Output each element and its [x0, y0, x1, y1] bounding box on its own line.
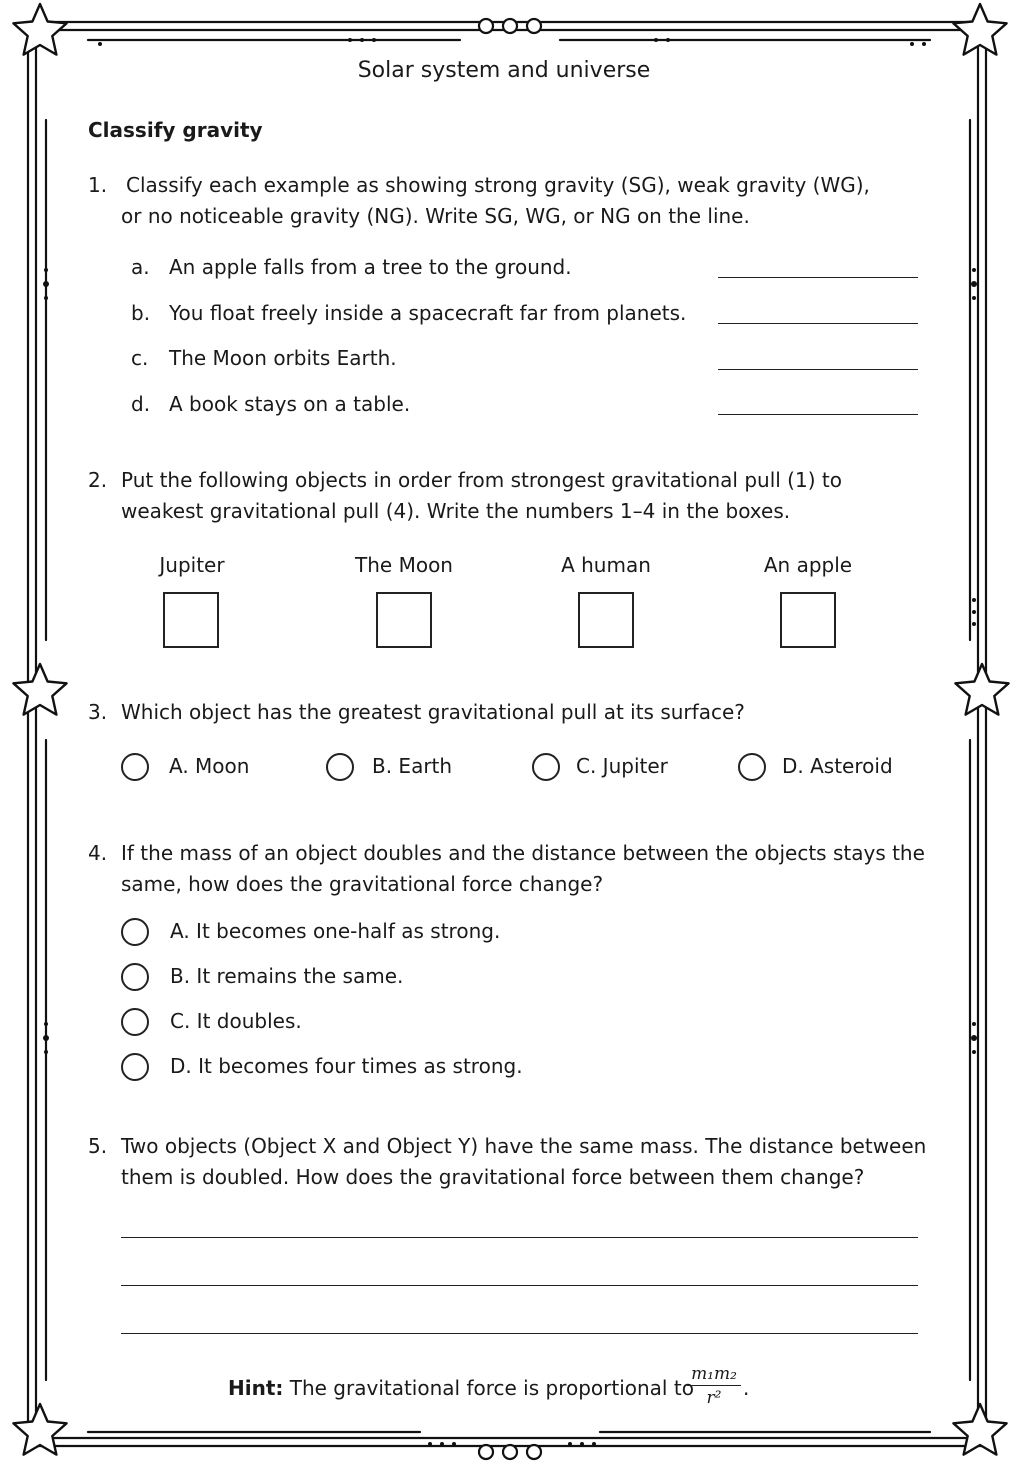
item-letter: b. — [131, 301, 151, 325]
option-label: B. Earth — [372, 754, 453, 778]
question-prompt: or no noticeable gravity (NG). Write SG, WG, or NG on the line. — [121, 204, 750, 228]
option-radio[interactable] — [121, 1053, 149, 1081]
option-label: A. Moon — [169, 754, 250, 778]
question-prompt: them is doubled. How does the gravitational force between them change? — [121, 1165, 865, 1189]
option-label: C. Jupiter — [576, 754, 668, 778]
question-number: 4. — [88, 841, 108, 865]
item-text: You float freely inside a spacecraft far from planets. — [169, 301, 687, 325]
option-label: C. It doubles. — [170, 1009, 302, 1033]
question-number: 2. — [88, 468, 108, 492]
item-letter: d. — [131, 392, 151, 416]
option-label: B. It remains the same. — [170, 964, 404, 988]
answer-line[interactable] — [718, 323, 918, 324]
answer-box[interactable] — [163, 592, 219, 648]
option-radio[interactable] — [121, 753, 149, 781]
answer-line[interactable] — [718, 277, 918, 278]
section-title: Classify gravity — [88, 118, 263, 142]
object-label: Jupiter — [159, 553, 225, 577]
object-label: An apple — [763, 553, 853, 577]
star-icon — [13, 4, 66, 55]
hint-label: Hint: — [228, 1376, 284, 1400]
question-number: 1. — [88, 173, 108, 197]
item-text: The Moon orbits Earth. — [169, 346, 397, 370]
answer-line[interactable] — [121, 1237, 918, 1238]
answer-box[interactable] — [780, 592, 836, 648]
question-prompt: Put the following objects in order from strongest gravitational pull (1) to — [121, 468, 842, 492]
hint-text-wrap — [228, 1375, 694, 1401]
answer-line[interactable] — [718, 414, 918, 415]
hint-text: The gravitational force is proportional to — [283, 1376, 694, 1400]
question-number: 5. — [88, 1134, 108, 1158]
answer-box[interactable] — [376, 592, 432, 648]
object-label: A human — [561, 553, 651, 577]
question-prompt: same, how does the gravitational force change? — [121, 872, 604, 896]
option-radio[interactable] — [121, 963, 149, 991]
item-letter: c. — [131, 346, 149, 370]
star-icon — [953, 4, 1006, 55]
item-text: An apple falls from a tree to the ground. — [169, 255, 572, 279]
answer-line[interactable] — [718, 369, 918, 370]
option-label: A. It becomes one-half as strong. — [170, 919, 501, 943]
question-prompt: Which object has the greatest gravitational pull at its surface? — [121, 700, 745, 724]
option-radio[interactable] — [738, 753, 766, 781]
item-letter: a. — [131, 255, 150, 279]
star-icon — [13, 664, 66, 715]
question-number: 3. — [88, 700, 108, 724]
fraction-bar — [687, 1385, 741, 1386]
option-radio[interactable] — [121, 918, 149, 946]
option-label: D. It becomes four times as strong. — [170, 1054, 523, 1078]
question-prompt: Classify each example as showing strong gravity (SG), weak gravity (WG), — [126, 173, 870, 197]
star-icon — [955, 664, 1008, 715]
option-radio[interactable] — [121, 1008, 149, 1036]
option-radio[interactable] — [326, 753, 354, 781]
option-radio[interactable] — [532, 753, 560, 781]
object-label: The Moon — [355, 553, 453, 577]
option-label: D. Asteroid — [782, 754, 893, 778]
question-prompt: weakest gravitational pull (4). Write the numbers 1–4 in the boxes. — [121, 499, 791, 523]
answer-line[interactable] — [121, 1333, 918, 1334]
question-prompt: Two objects (Object X and Object Y) have the same mass. The distance between — [121, 1134, 927, 1158]
answer-line[interactable] — [121, 1285, 918, 1286]
hint-period: . — [743, 1376, 750, 1400]
page-title: Solar system and universe — [357, 58, 651, 83]
item-text: A book stays on a table. — [169, 392, 411, 416]
fraction-denominator: r² — [706, 1388, 722, 1408]
answer-box[interactable] — [578, 592, 634, 648]
fraction-numerator: m₁m₂ — [691, 1364, 737, 1384]
question-prompt: If the mass of an object doubles and the distance between the objects stays the — [121, 841, 925, 865]
